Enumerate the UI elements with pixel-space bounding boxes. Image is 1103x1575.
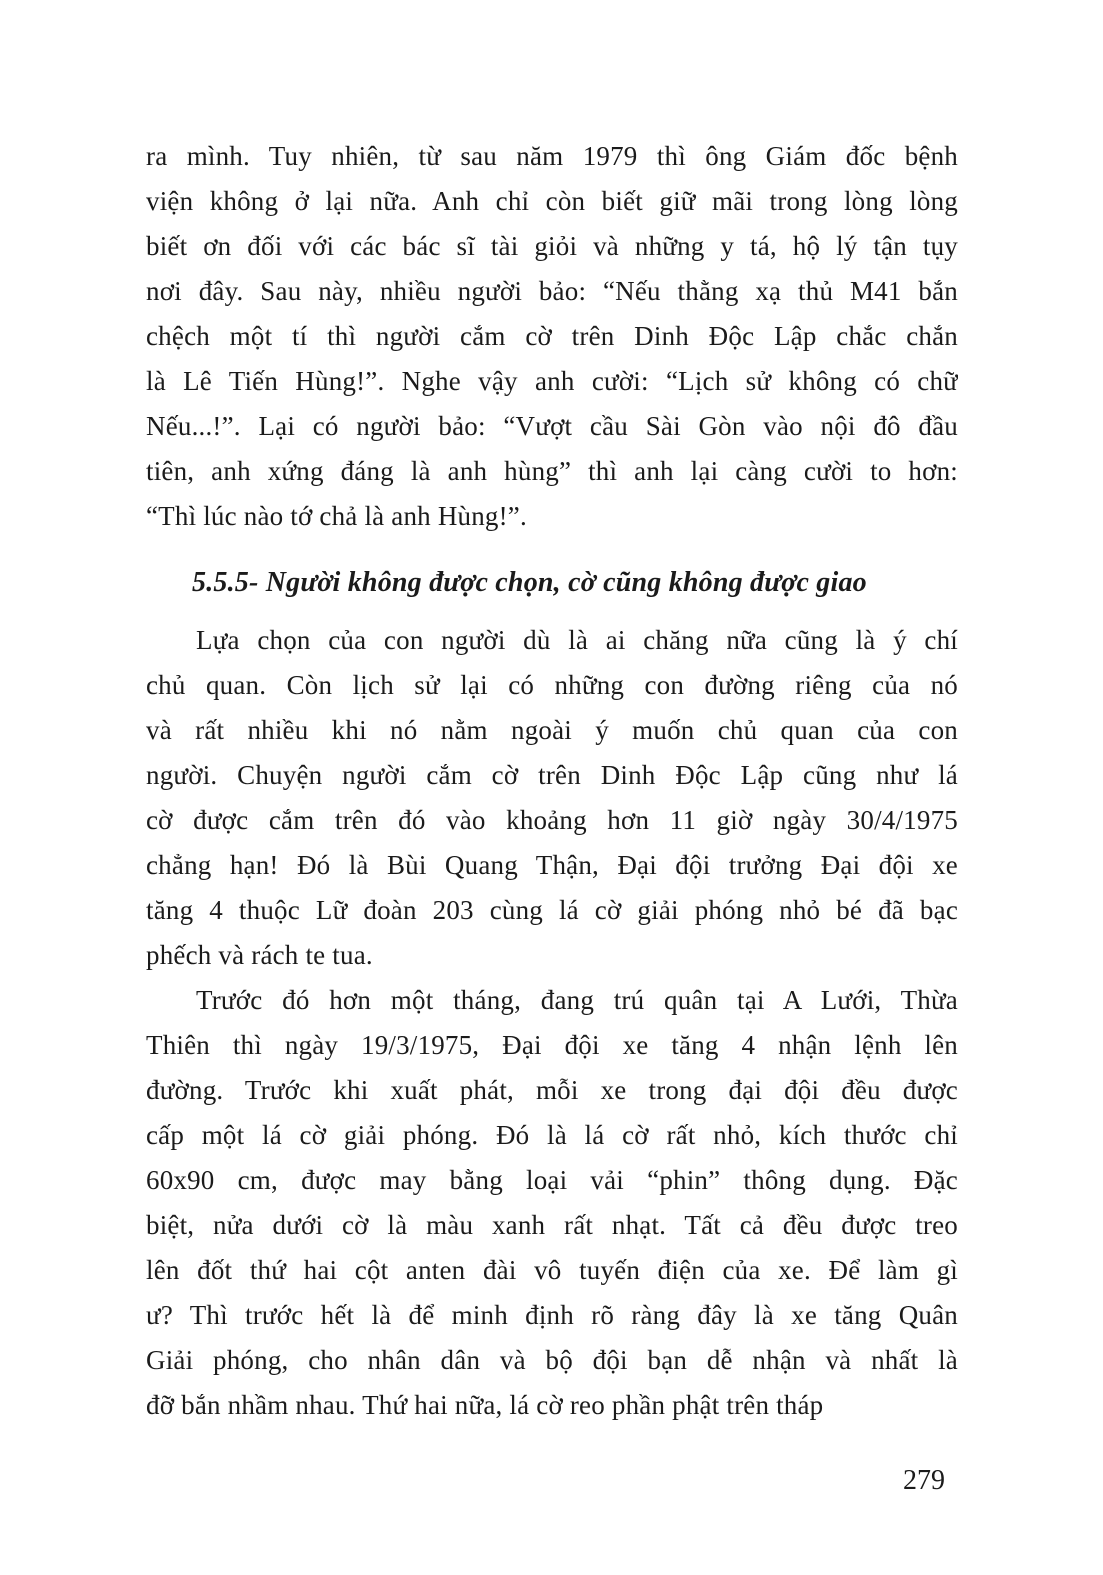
text-line: chủ quan. Còn lịch sử lại có những con đường riêng của nó bbox=[146, 670, 958, 700]
text-line: người. Chuyện người cắm cờ trên Dinh Độc Lập cũng như lá bbox=[146, 760, 958, 790]
text-line: phếch và rách te tua. bbox=[146, 940, 373, 970]
paragraph-continued bbox=[146, 134, 958, 539]
paragraph-2 bbox=[146, 618, 958, 978]
text-line: ra mình. Tuy nhiên, từ sau năm 1979 thì ông Giám đốc bệnh bbox=[146, 141, 958, 171]
text-line: là Lê Tiến Hùng!”. Nghe vậy anh cười: “Lịch sử không có chữ bbox=[146, 366, 958, 396]
text-line: “Thì lúc nào tớ chả là anh Hùng!”. bbox=[146, 501, 527, 531]
text-line: Trước đó hơn một tháng, đang trú quân tại A Lưới, Thừa bbox=[196, 985, 958, 1015]
text-line: biệt, nửa dưới cờ là màu xanh rất nhạt. Tất cả đều được treo bbox=[146, 1210, 958, 1240]
text-line: chệch một tí thì người cắm cờ trên Dinh Độc Lập chắc chắn bbox=[146, 321, 958, 351]
text-line: Nếu...!”. Lại có người bảo: “Vượt cầu Sài Gòn vào nội đô đầu bbox=[146, 411, 958, 441]
text-line: nơi đây. Sau này, nhiều người bảo: “Nếu thằng xạ thủ M41 bắn bbox=[146, 276, 958, 306]
text-line: đường. Trước khi xuất phát, mỗi xe trong đại đội đều được bbox=[146, 1075, 958, 1105]
text-line: biết ơn đối với các bác sĩ tài giỏi và những y tá, hộ lý tận tụy bbox=[146, 231, 958, 261]
paragraph-3 bbox=[146, 978, 958, 1428]
text-line: đỡ bắn nhầm nhau. Thứ hai nữa, lá cờ reo phần phật trên tháp bbox=[146, 1390, 824, 1420]
text-line: cờ được cắm trên đó vào khoảng hơn 11 giờ ngày 30/4/1975 bbox=[146, 805, 958, 835]
text-line: tăng 4 thuộc Lữ đoàn 203 cùng lá cờ giải phóng nhỏ bé đã bạc bbox=[146, 895, 958, 925]
text-line: 60x90 cm, được may bằng loại vải “phin” thông dụng. Đặc bbox=[146, 1165, 958, 1195]
text-line: Giải phóng, cho nhân dân và bộ đội bạn dễ nhận và nhất là bbox=[146, 1345, 958, 1375]
text-line: và rất nhiều khi nó nằm ngoài ý muốn chủ quan của con bbox=[146, 715, 958, 745]
text-line: tiên, anh xứng đáng là anh hùng” thì anh lại càng cười to hơn: bbox=[146, 456, 958, 486]
text-line: Lựa chọn của con người dù là ai chăng nữa cũng là ý chí bbox=[196, 625, 958, 655]
text-line: Thiên thì ngày 19/3/1975, Đại đội xe tăng 4 nhận lệnh lên bbox=[146, 1030, 958, 1060]
page-body-text bbox=[146, 134, 958, 1428]
text-line: viện không ở lại nữa. Anh chỉ còn biết giữ mãi trong lòng lòng bbox=[146, 186, 958, 216]
text-line: cấp một lá cờ giải phóng. Đó là lá cờ rất nhỏ, kích thước chỉ bbox=[146, 1120, 958, 1150]
text-line: lên đốt thứ hai cột anten đài vô tuyến điện của xe. Để làm gì bbox=[146, 1255, 958, 1285]
text-line: ư? Thì trước hết là để minh định rõ ràng đây là xe tăng Quân bbox=[146, 1300, 958, 1330]
page-number: 279 bbox=[903, 1465, 945, 1496]
section-heading: 5.5.5- Người không được chọn, cờ cũng không được giao bbox=[192, 567, 867, 598]
text-line: chẳng hạn! Đó là Bùi Quang Thận, Đại đội trưởng Đại đội xe bbox=[146, 850, 958, 880]
